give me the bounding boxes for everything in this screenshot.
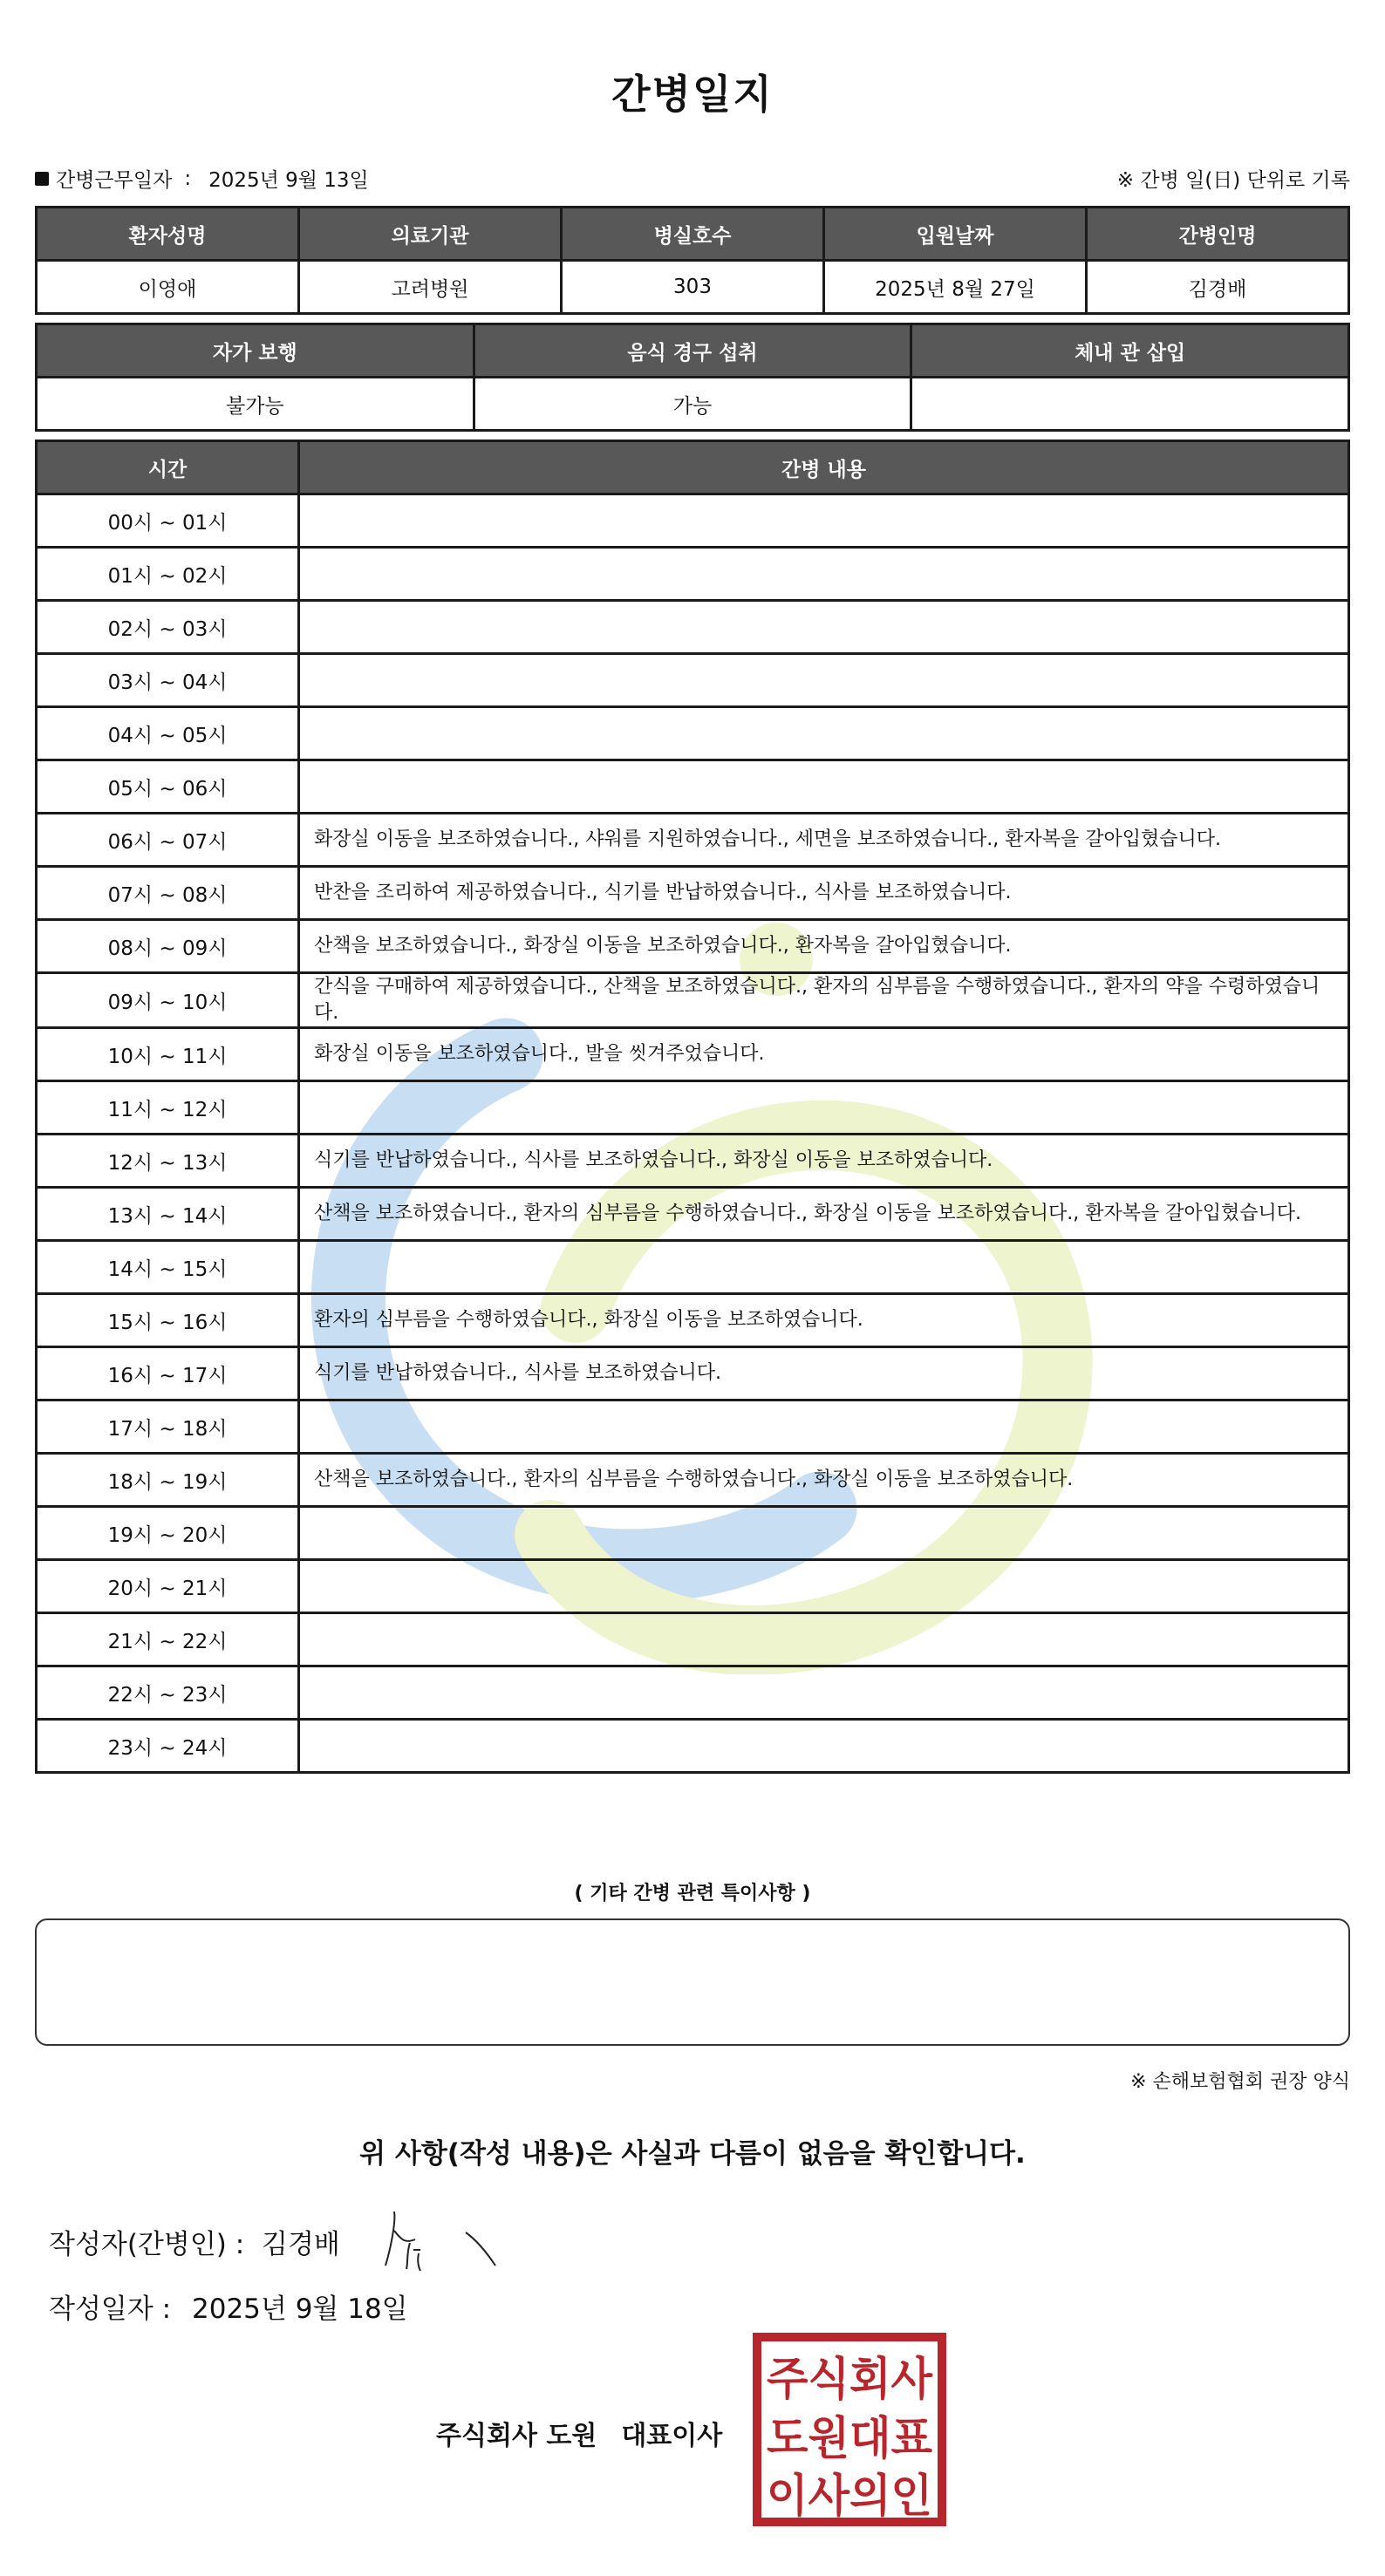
table-row — [37, 814, 1349, 867]
header-tube-insertion: 체내 관 삽입 — [911, 324, 1349, 378]
care-log-table — [35, 440, 1350, 1774]
confirm-statement: 위 사항(작성 내용)은 사실과 다름이 없음을 확인합니다. — [359, 2138, 1026, 2170]
header-admission-date: 입원날짜 — [824, 208, 1087, 261]
time-slot: 02시 ~ 03시 — [37, 601, 299, 654]
written-date-label: 작성일자 : — [49, 2293, 172, 2325]
table-row — [37, 973, 1349, 1028]
caregiver-name: 김경배 — [1087, 261, 1349, 314]
header-self-walking: 자가 보행 — [37, 324, 474, 378]
table-header-row — [37, 441, 1349, 494]
company-line — [436, 2414, 722, 2452]
care-content: 산책을 보조하였습니다., 화장실 이동을 보조하였습니다., 환자복을 갈아입혔습니다. — [299, 920, 1349, 973]
header-care-content: 간병 내용 — [299, 441, 1349, 494]
table-row — [37, 601, 1349, 654]
time-slot: 23시 ~ 24시 — [37, 1720, 299, 1773]
time-slot: 21시 ~ 22시 — [37, 1613, 299, 1666]
table-row — [37, 1613, 1349, 1666]
recommend-note: ※ 손해보험협회 권장 양식 — [1130, 2071, 1350, 2093]
table-row — [37, 1135, 1349, 1188]
hospital-name: 고려병원 — [299, 261, 562, 314]
table-row — [37, 378, 1349, 431]
care-content — [299, 548, 1349, 601]
condition-info-table — [35, 323, 1350, 432]
care-content: 환자의 심부름을 수행하였습니다., 화장실 이동을 보조하였습니다. — [299, 1294, 1349, 1347]
header-patient-name: 환자성명 — [37, 208, 299, 261]
care-content: 식기를 반납하였습니다., 식사를 보조하였습니다., 화장실 이동을 보조하였습니다. — [299, 1135, 1349, 1188]
time-slot: 15시 ~ 16시 — [37, 1294, 299, 1347]
time-slot: 08시 ~ 09시 — [37, 920, 299, 973]
care-content — [299, 1081, 1349, 1135]
table-row — [37, 1188, 1349, 1241]
care-content — [299, 601, 1349, 654]
time-slot: 14시 ~ 15시 — [37, 1241, 299, 1294]
time-slot: 06시 ~ 07시 — [37, 814, 299, 867]
company-representative: 대표이사 — [621, 2421, 723, 2451]
patient-name: 이영애 — [37, 261, 299, 314]
writer-label: 작성자(간병인) : — [49, 2229, 245, 2260]
work-date-label: 간병근무일자 — [56, 169, 173, 192]
care-content: 반찬을 조리하여 제공하였습니다., 식기를 반납하였습니다., 식사를 보조하였습니다. — [299, 867, 1349, 920]
page-title: 간병일지 — [611, 71, 774, 118]
table-row — [37, 1666, 1349, 1720]
table-row — [37, 920, 1349, 973]
time-slot: 05시 ~ 06시 — [37, 760, 299, 814]
care-content: 화장실 이동을 보조하였습니다., 발을 씻겨주었습니다. — [299, 1028, 1349, 1081]
room-number: 303 — [562, 261, 824, 314]
remarks-box — [35, 1918, 1350, 2046]
table-header-row — [37, 208, 1349, 261]
table-row — [37, 1720, 1349, 1773]
table-row — [37, 654, 1349, 707]
table-row — [37, 261, 1349, 314]
time-slot: 19시 ~ 20시 — [37, 1507, 299, 1560]
table-row — [37, 1294, 1349, 1347]
written-date-value: 2025년 9월 18일 — [192, 2293, 408, 2325]
care-content — [299, 1666, 1349, 1720]
header-oral-intake: 음식 경구 섭취 — [474, 324, 911, 378]
work-date — [35, 164, 369, 193]
care-content — [299, 1613, 1349, 1666]
time-slot: 11시 ~ 12시 — [37, 1081, 299, 1135]
table-row — [37, 494, 1349, 548]
header-time: 시간 — [37, 441, 299, 494]
time-slot: 16시 ~ 17시 — [37, 1347, 299, 1400]
care-content — [299, 494, 1349, 548]
table-row — [37, 867, 1349, 920]
care-content: 화장실 이동을 보조하였습니다., 샤워를 지원하였습니다., 세면을 보조하였습니다., 환자복을 갈아입혔습니다. — [299, 814, 1349, 867]
writer-line — [49, 2222, 340, 2261]
care-content — [299, 760, 1349, 814]
tube-insertion-value — [911, 378, 1349, 431]
remarks-title: ( 기타 간병 관련 특이사항 ) — [574, 1883, 811, 1905]
care-content: 산책을 보조하였습니다., 환자의 심부름을 수행하였습니다., 화장실 이동을 보조하였습니다., 환자복을 갈아입혔습니다. — [299, 1188, 1349, 1241]
table-row — [37, 1400, 1349, 1454]
table-row — [37, 548, 1349, 601]
handwritten-signature-icon — [375, 2205, 515, 2283]
table-row — [37, 1081, 1349, 1135]
time-slot: 00시 ~ 01시 — [37, 494, 299, 548]
table-header-row — [37, 324, 1349, 378]
seal-line-1: 주식회사 — [767, 2354, 933, 2406]
header-caregiver-name: 간병인명 — [1087, 208, 1349, 261]
writer-name: 김경배 — [262, 2229, 340, 2260]
care-content — [299, 707, 1349, 760]
self-walking-value: 불가능 — [37, 378, 474, 431]
care-content: 간식을 구매하여 제공하였습니다., 산책을 보조하였습니다., 환자의 심부름을 수행하였습니다., 환자의 약을 수령하였습니다. — [299, 973, 1349, 1028]
time-slot: 12시 ~ 13시 — [37, 1135, 299, 1188]
patient-info-table — [35, 206, 1350, 315]
care-content — [299, 1400, 1349, 1454]
time-slot: 13시 ~ 14시 — [37, 1188, 299, 1241]
time-slot: 20시 ~ 21시 — [37, 1560, 299, 1613]
work-date-colon: : — [184, 167, 192, 190]
seal-line-3: 이사의인 — [767, 2470, 932, 2523]
care-content — [299, 1241, 1349, 1294]
table-row — [37, 707, 1349, 760]
care-content: 산책을 보조하였습니다., 환자의 심부름을 수행하였습니다., 화장실 이동을 보조하였습니다. — [299, 1454, 1349, 1507]
care-log-body — [37, 494, 1349, 1773]
admission-date: 2025년 8월 27일 — [824, 261, 1087, 314]
time-slot: 18시 ~ 19시 — [37, 1454, 299, 1507]
time-slot: 03시 ~ 04시 — [37, 654, 299, 707]
header-room-number: 병실호수 — [562, 208, 824, 261]
care-content — [299, 1720, 1349, 1773]
company-name: 주식회사 도원 — [436, 2421, 597, 2451]
unit-note: ※ 간병 일(日) 단위로 기록 — [1116, 169, 1350, 192]
written-date-line — [49, 2286, 408, 2326]
table-row — [37, 1347, 1349, 1400]
table-row — [37, 1028, 1349, 1081]
care-content — [299, 654, 1349, 707]
company-seal-icon — [752, 2332, 947, 2527]
work-date-value: 2025년 9월 13일 — [208, 169, 369, 192]
seal-line-2: 도원대표 — [767, 2413, 932, 2465]
time-slot: 22시 ~ 23시 — [37, 1666, 299, 1720]
time-slot: 17시 ~ 18시 — [37, 1400, 299, 1454]
header-hospital: 의료기관 — [299, 208, 562, 261]
table-row — [37, 1560, 1349, 1613]
time-slot: 10시 ~ 11시 — [37, 1028, 299, 1081]
table-row — [37, 1454, 1349, 1507]
oral-intake-value: 가능 — [474, 378, 911, 431]
care-content — [299, 1560, 1349, 1613]
time-slot: 09시 ~ 10시 — [37, 973, 299, 1028]
bullet-square-icon — [35, 172, 49, 186]
care-content: 식기를 반납하였습니다., 식사를 보조하였습니다. — [299, 1347, 1349, 1400]
time-slot: 01시 ~ 02시 — [37, 548, 299, 601]
time-slot: 07시 ~ 08시 — [37, 867, 299, 920]
table-row — [37, 1241, 1349, 1294]
table-row — [37, 1507, 1349, 1560]
care-content — [299, 1507, 1349, 1560]
time-slot: 04시 ~ 05시 — [37, 707, 299, 760]
table-row — [37, 760, 1349, 814]
